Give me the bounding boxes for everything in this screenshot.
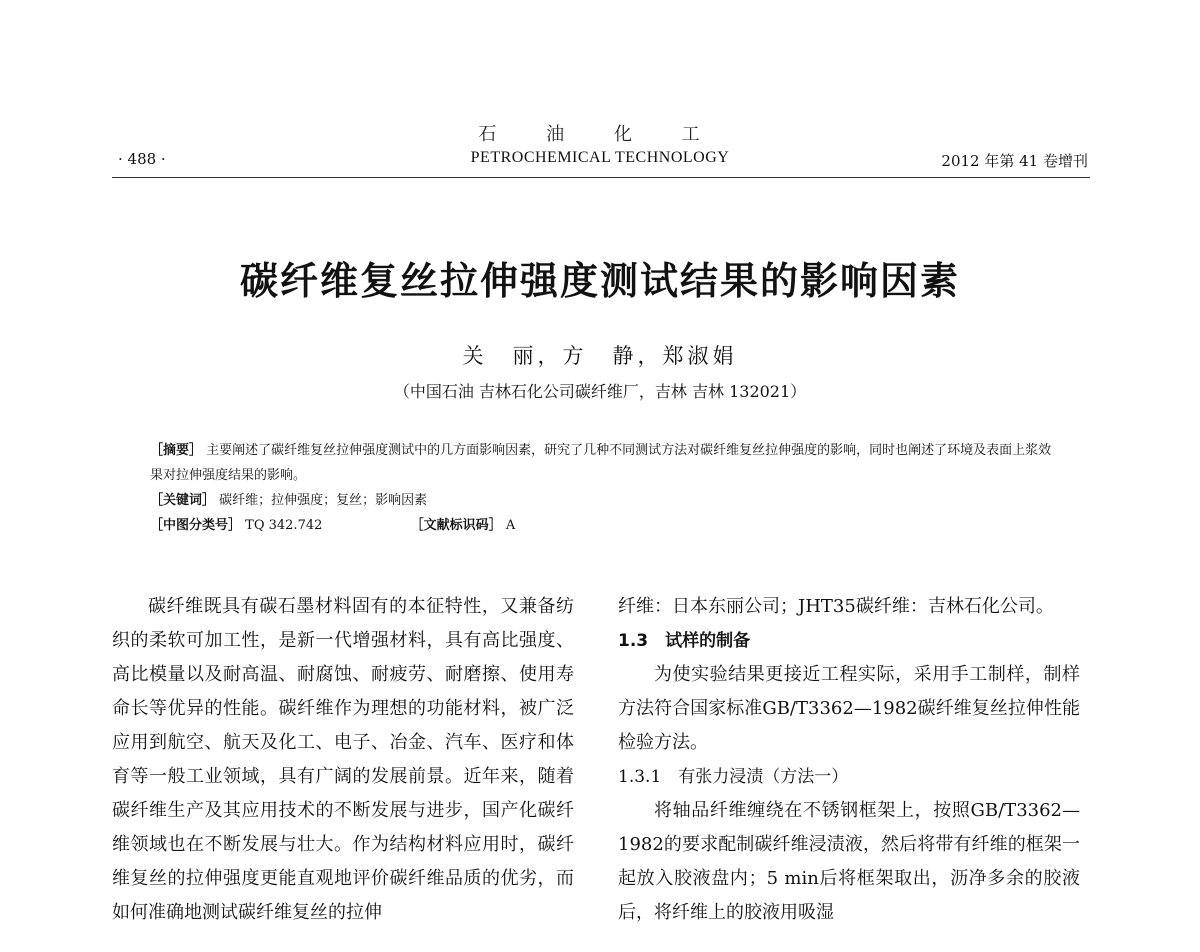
- abstract-label: ［摘要］: [150, 443, 203, 458]
- journal-name-cn: 石 油 化 工: [478, 124, 722, 145]
- article-title: 碳纤维复丝拉伸强度测试结果的影响因素: [239, 259, 960, 303]
- journal-name-en: PETROCHEMICAL TECHNOLOGY: [470, 149, 730, 166]
- section-1-3-1-heading: 1.3.1 有张力浸渍（方法一）: [618, 767, 849, 787]
- classification-row: [150, 513, 1060, 538]
- right-column: [618, 590, 1080, 930]
- header-rule: [112, 177, 1090, 178]
- keywords-text: 碳纤维；拉伸强度；复丝；影响因素: [219, 493, 428, 508]
- page-number: · 488 ·: [118, 150, 166, 168]
- abstract-block: [150, 438, 1060, 538]
- keywords-label: ［关键词］: [150, 493, 216, 508]
- issue-info: 2012 年第 41 卷增刊: [941, 152, 1088, 170]
- authors: 关 丽，方 静，郑淑娟: [462, 344, 738, 368]
- section-1-3-heading: 1.3 试样的制备: [618, 631, 751, 651]
- intro-paragraph: 碳纤维既具有碳石墨材料固有的本征特性，又兼备纺织的柔软可加工性，是新一代增强材料，具有高比强度、高比模量以及耐高温、耐腐蚀、耐疲劳、耐磨擦、使用寿命长等优异的性能。碳纤维作为理想的功能材料，被广泛应用到航空、航天及化工、电子、冶金、汽车、医疗和体育等一般工业领域，具有广阔的发展前景。近年来，随着碳纤维生产及其应用技术的不断发展与进步，国产化碳纤维领域也在不断发展与壮大。作为结构材料应用时，碳纤维复丝的拉伸强度更能直观地评价碳纤维品质的优劣，而如何准确地测试碳纤维复丝的拉伸: [112, 596, 574, 923]
- doc-code-label: ［文献标识码］: [410, 518, 502, 533]
- abstract: [150, 438, 1060, 488]
- section-1-3-paragraph: 为使实验结果更接近工程实际，采用手工制样，制样方法符合国家标准GB/T3362—1982碳纤维复丝拉伸性能检验方法。: [618, 664, 1080, 753]
- abstract-text: 主要阐述了碳纤维复丝拉伸强度测试中的几方面影响因素，研究了几种不同测试方法对碳纤维复丝拉伸强度的影响，同时也阐述了环境及表面上浆效果对拉伸强度结果的影响。: [150, 443, 1052, 483]
- keywords: [150, 488, 1060, 513]
- continued-paragraph: 纤维：日本东丽公司；JHT35碳纤维：吉林石化公司。: [618, 596, 1054, 617]
- classification-code: TQ 342.742: [245, 518, 323, 533]
- doc-code: A: [505, 518, 516, 533]
- classification-label: ［中图分类号］: [150, 518, 242, 533]
- left-column: [112, 590, 574, 930]
- affiliation: （中国石油 吉林石化公司碳纤维厂，吉林 吉林 132021）: [393, 382, 807, 401]
- section-1-3-1-paragraph: 将轴品纤维缠绕在不锈钢框架上，按照GB/T3362—1982的要求配制碳纤维浸渍液，然后将带有纤维的框架一起放入胶液盘内；5 min后将框架取出，沥净多余的胶液后，将纤维上的胶液用吸湿: [618, 800, 1080, 923]
